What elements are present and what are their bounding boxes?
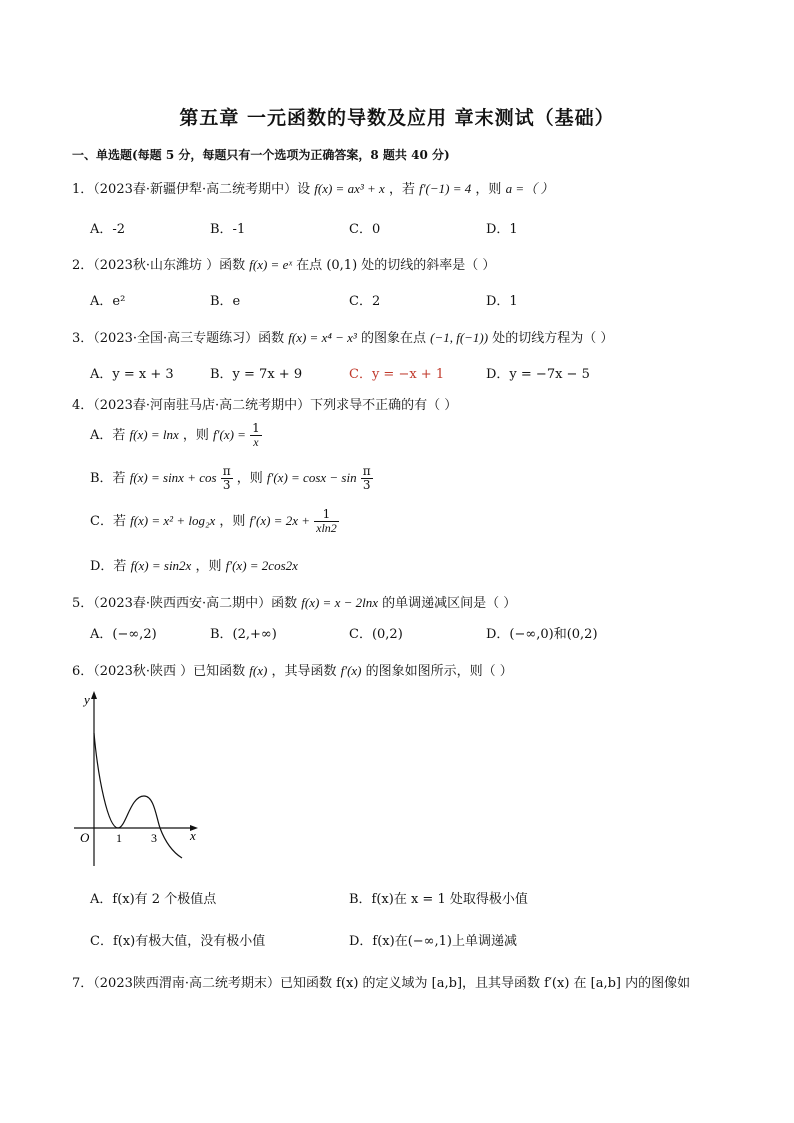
q4a-then: ，则 xyxy=(182,428,209,443)
derivative-graph xyxy=(70,688,205,868)
q5-expression: f(x) = x − 2lnx xyxy=(301,595,379,610)
q4a-label: A．若 xyxy=(90,428,126,443)
q2-prefix: 2．（2023秋·山东潍坊 ）函数 xyxy=(72,258,246,273)
q1-expression: f(x) = ax³ + x xyxy=(314,181,385,196)
q1-option-d[interactable]: D．1 xyxy=(486,222,518,237)
q4b-numerator-1: π xyxy=(222,464,231,478)
q2-option-d[interactable]: D．1 xyxy=(486,294,518,309)
q4a-fraction xyxy=(250,422,262,449)
q4a-function: f(x) = lnx xyxy=(129,427,179,442)
q1-option-c[interactable]: C．0 xyxy=(349,222,381,237)
q2-suffix: 处的切线的斜率是（ ） xyxy=(361,258,496,273)
q5-suffix: 的单调递减区间是（ ） xyxy=(382,596,517,611)
q1-ask: a =（ ） xyxy=(505,181,554,196)
q2-point: (0,1) xyxy=(326,258,358,273)
tick-label-1: 1 xyxy=(116,831,122,845)
q4b-fraction-1 xyxy=(221,465,233,492)
q4d-function: f(x) = sin2x xyxy=(130,558,192,573)
q4b-numerator-2: π xyxy=(362,464,371,478)
question-5 xyxy=(72,592,516,611)
origin-label: O xyxy=(80,830,90,845)
q4a-denominator: x xyxy=(253,435,259,449)
q3-option-d[interactable]: D．y = −7x − 5 xyxy=(486,367,590,382)
q4c-function: f(x) = x² + log₂x xyxy=(130,513,216,528)
q2-mid: 在点 xyxy=(296,258,323,273)
q4b-then: ，则 xyxy=(236,471,263,486)
q4c-numerator: 1 xyxy=(314,508,339,522)
q4a-numerator: 1 xyxy=(252,421,260,435)
q4a-derivative: f′(x) = xyxy=(213,427,246,442)
q4b-label: B．若 xyxy=(90,471,126,486)
q6-option-c[interactable]: C．f(x)有极大值，没有极小值 xyxy=(90,934,266,949)
q1-condition: f′(−1) = 4 xyxy=(419,181,472,196)
q5-option-a[interactable]: A．(−∞,2) xyxy=(90,627,157,642)
q2-option-a[interactable]: A．e² xyxy=(90,294,126,309)
q4-option-a[interactable] xyxy=(90,422,262,449)
q4-option-c[interactable] xyxy=(90,508,339,535)
q1-mid: ，若 xyxy=(388,182,415,197)
q4c-fraction xyxy=(314,508,339,535)
q4b-function: f(x) = sinx + cos xyxy=(129,470,217,485)
q4d-label: D．若 xyxy=(90,559,127,574)
q3-expression: f(x) = x⁴ − x³ xyxy=(288,330,357,345)
derivative-curve xyxy=(94,733,182,858)
q4b-denominator-1: 3 xyxy=(222,478,231,492)
q6-suffix: 的图象如图所示，则（ ） xyxy=(365,664,513,679)
q5-option-d[interactable]: D．(−∞,0)和(0,2) xyxy=(486,627,598,642)
q6-prefix: 6．（2023秋·陕西 ）已知函数 xyxy=(72,664,246,679)
q6-expression: f(x) xyxy=(249,663,268,678)
question-6 xyxy=(72,660,513,679)
question-3 xyxy=(72,327,613,346)
tick-label-3: 3 xyxy=(151,831,157,845)
q4d-then: ，则 xyxy=(195,559,222,574)
q3-option-a[interactable]: A．y = x + 3 xyxy=(90,367,174,382)
q6-option-a[interactable]: A．f(x)有 2 个极值点 xyxy=(90,892,217,907)
q6-mid: ，其导函数 xyxy=(271,664,337,679)
q1-option-a[interactable]: A．-2 xyxy=(90,222,126,237)
y-axis-arrow-icon xyxy=(91,691,97,699)
question-2 xyxy=(72,254,495,273)
page-title: 第五章 一元函数的导数及应用 章末测试（基础） xyxy=(179,107,615,129)
q3-option-c[interactable]: C．y = −x + 1 xyxy=(349,367,445,382)
q4-option-b[interactable] xyxy=(90,465,373,492)
q5-prefix: 5．（2023春·陕西西安·高二期中）函数 xyxy=(72,596,298,611)
q5-option-b[interactable]: B．(2,+∞) xyxy=(210,627,277,642)
q5-option-c[interactable]: C．(0,2) xyxy=(349,627,403,642)
q4b-derivative: f′(x) = cosx − sin xyxy=(266,470,357,485)
q3-option-b[interactable]: B．y = 7x + 9 xyxy=(210,367,303,382)
q4-option-d[interactable] xyxy=(90,555,298,574)
q3-prefix: 3．（2023·全国·高三专题练习）函数 xyxy=(72,331,285,346)
question-4: 4．（2023春·河南驻马店·高二统考期中）下列求导不正确的有（ ） xyxy=(72,398,458,413)
x-axis-label: x xyxy=(190,828,196,843)
q4d-derivative: f′(x) = 2cos2x xyxy=(225,558,298,573)
q4b-fraction-2 xyxy=(361,465,373,492)
question-7: 7．（2023陕西渭南·高二统考期末）已知函数 f(x) 的定义域为 [a,b]，且其导函数 f′(x) 在 [a,b] 内的图像如 xyxy=(72,976,691,991)
q4c-label: C．若 xyxy=(90,514,126,529)
section-heading: 一、单选题(每题 5 分，每题只有一个选项为正确答案，8 题共 40 分) xyxy=(72,148,450,162)
q4c-then: ，则 xyxy=(219,514,246,529)
question-1 xyxy=(72,178,553,197)
q4c-derivative: f′(x) = 2x + xyxy=(249,513,310,528)
q4c-denominator: xln2 xyxy=(316,521,337,535)
q3-point: (−1, f(−1)) xyxy=(430,330,489,345)
q6-option-d[interactable]: D．f(x)在(−∞,1)上单调递减 xyxy=(349,934,517,949)
q6-derivative: f′(x) xyxy=(340,663,362,678)
q2-option-c[interactable]: C．2 xyxy=(349,294,381,309)
q4b-denominator-2: 3 xyxy=(362,478,371,492)
q2-expression: f(x) = eˣ xyxy=(249,257,293,272)
q6-option-b[interactable]: B．f(x)在 x = 1 处取得极小值 xyxy=(349,892,528,907)
q1-suffix: ，则 xyxy=(475,182,502,197)
q3-mid: 的图象在点 xyxy=(360,331,426,346)
q3-suffix: 处的切线方程为（ ） xyxy=(492,331,614,346)
q1-prefix: 1．（2023春·新疆伊犁·高二统考期中）设 xyxy=(72,182,311,197)
q1-option-b[interactable]: B．-1 xyxy=(210,222,246,237)
q2-option-b[interactable]: B．e xyxy=(210,294,241,309)
y-axis-label: y xyxy=(84,692,90,707)
